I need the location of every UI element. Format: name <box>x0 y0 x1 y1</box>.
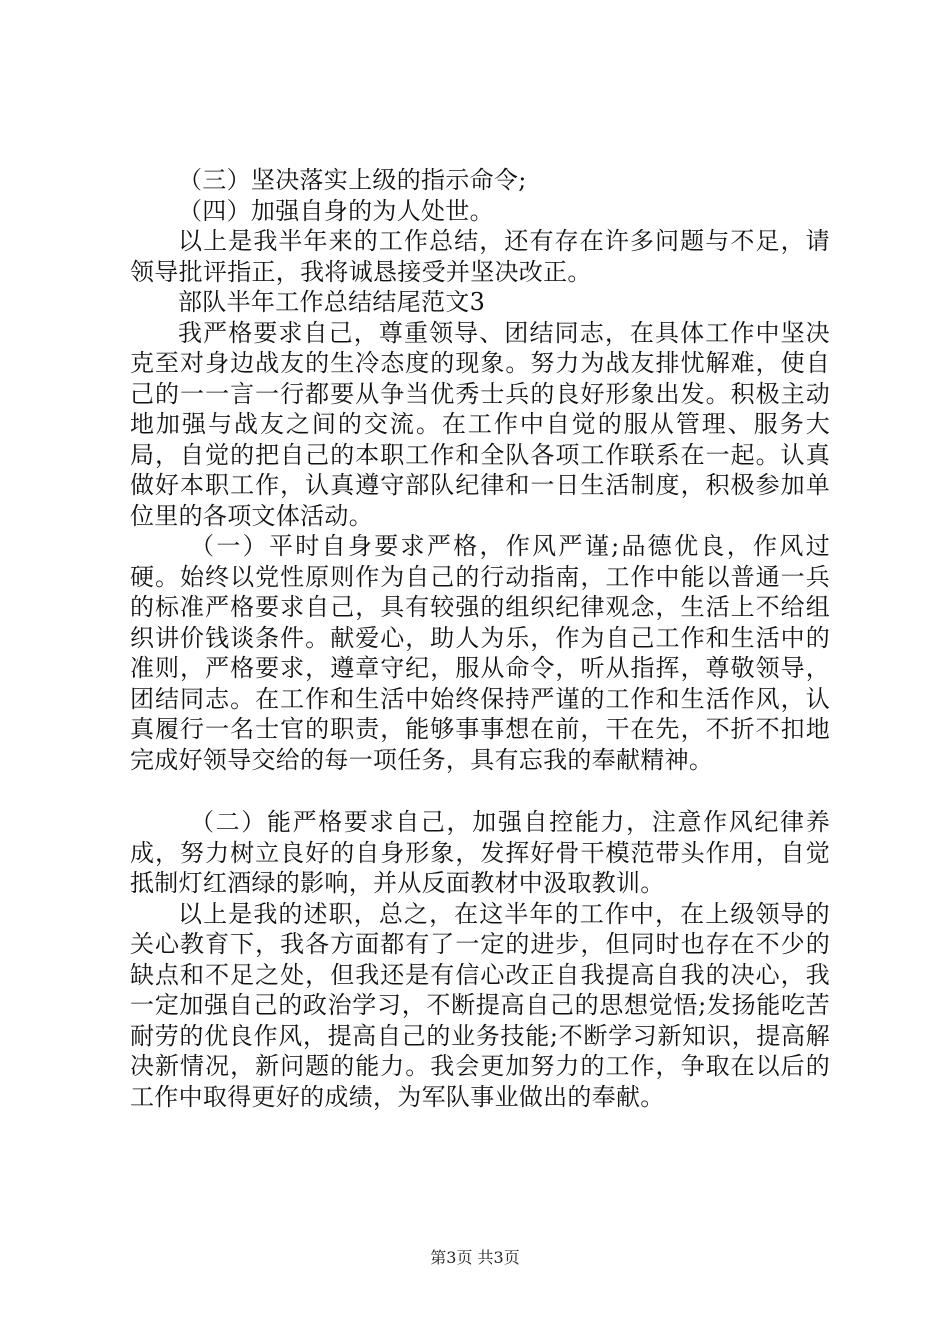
paragraph-intro: 我严格要求自己，尊重领导、团结同志，在具体工作中坚决克至对身边战友的生冷态度的现象。努力为战友排忧解难，使自己的一一言一行都要从争当优秀士兵的良好形象出发。积极主动地加强与战友之间的交流。在工作中自觉的服从管理、服务大局，自觉的把自己的本职工作和全队各项工作联系在一起。认真做好本职工作，认真遵守部队纪律和一日生活制度，积极参加单位里的各项文体活动。 <box>130 318 830 530</box>
paragraph-spacer <box>130 775 830 807</box>
paragraph-conclusion: 以上是我的述职，总之，在这半年的工作中，在上级领导的关心教育下，我各方面都有了一定的进步，但同时也存在不少的缺点和不足之处，但我还是有信心改正自我提高自我的决心，我一定加强自己的政治学习，不断提高自己的思想觉悟;发扬能吃苦耐劳的优良作风，提高自己的业务技能;不断学习新知识，提高解决新情况，新问题的能力。我会更加努力的工作，争取在以后的工作中取得更好的成绩，为军队事业做出的奉献。 <box>130 899 830 1111</box>
paragraph-point-1: （一）平时自身要求严格，作风严谨;品德优良，作风过硬。始终以党性原则作为自己的行动指南，工作中能以普通一兵的标准严格要求自己，具有较强的组织纪律观念，生活上不给组织讲价钱谈条件。献爱心，助人为乐，作为自己工作和生活中的准则，严格要求，遵章守纪，服从命令，听从指挥，尊敬领导，团结同志。在工作和生活中始终保持严谨的工作和生活作风，认真履行一名士官的职责，能够事事想在前，干在先，不折不扣地完成好领导交给的每一项任务，具有忘我的奉献精神。 <box>130 532 830 774</box>
section-heading: 部队半年工作总结结尾范文3 <box>178 288 486 316</box>
paragraph-item-4: （四）加强自身的为人处世。 <box>178 196 494 225</box>
paragraph-point-2: （二）能严格要求自己，加强自控能力，注意作风纪律养成，努力树立良好的自身形象，发挥好骨干模范带头作用，自觉抵制灯红酒绿的影响，并从反面教材中汲取教训。 <box>130 808 830 897</box>
page-footer <box>0 1245 950 1268</box>
paragraph-item-3: （三）坚决落实上级的指示命令; <box>178 166 527 194</box>
page-number-label: 第3页 共3页 <box>430 1248 520 1267</box>
paragraph-summary: 以上是我半年来的工作总结，还有存在许多问题与不足，请领导批评指正，我将诚恳接受并坚决改正。 <box>130 227 830 286</box>
document-body <box>130 165 830 1112</box>
